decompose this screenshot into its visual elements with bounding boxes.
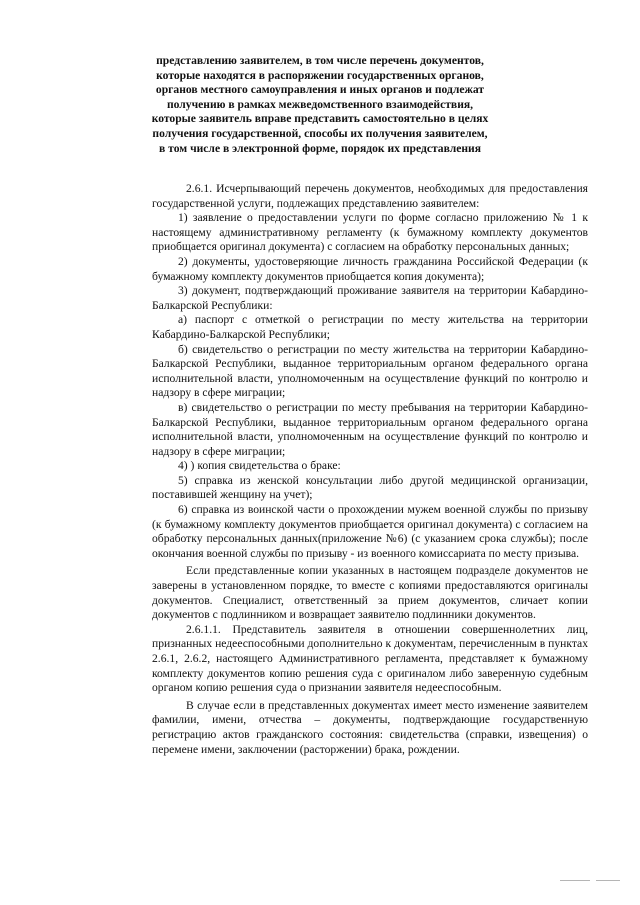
paragraph-item-3a: а) паспорт с отметкой о регистрации по месту жительства на территории Кабардино-Балкарской Республики; bbox=[152, 313, 588, 341]
paragraph-item-1: 1) заявление о предоставлении услуги по форме согласно приложению № 1 к настоящему административному регламенту (к бумажному комплекту документов приобщается оригинал документа) с согласием на обработку персональных данных; bbox=[152, 211, 588, 254]
paragraph-2-6-1: 2.6.1. Исчерпывающий перечень документов, необходимых для предоставления государственной услуги, подлежащих представлению заявителем: bbox=[152, 182, 588, 210]
paragraph-name-change: В случае если в представленных документах имеет место изменение заявителем фамилии, имени, отчества – документы, подтверждающие государственную регистрацию актов гражданского состояния: свидетельства (справки, извещения) о перемене имени, заключении (расторжении) брака, рождении. bbox=[152, 698, 588, 756]
paragraph-item-2: 2) документы, удостоверяющие личность гражданина Российской Федерации (к бумажному комплекту документов приобщается копия документа); bbox=[152, 254, 588, 283]
paragraph-2-6-1-1: 2.6.1.1. Представитель заявителя в отношении совершеннолетних лиц, признанных недееспособными дополнительно к документам, перечисленным в пунктах 2.6.1, 2.6.2, настоящего Административного регламента, представляет к бумажному комплекту документов копию решения суда с оригиналом либо заверенную судебным органом копию решения суда о признании заявителя недееспособным. bbox=[152, 622, 588, 695]
paragraph-item-3b: б) свидетельство о регистрации по месту жительства на территории Кабардино-Балкарской Республики, выданное территориальным органом федерального органа исполнительной власти, уполномоченным на осуществление функций по контролю и надзору в сфере миграции; bbox=[152, 342, 588, 400]
section-heading: представлению заявителем, в том числе перечень документов, которые находятся в распоряжении государственных органов, органов местного самоуправления и иных органов и подлежат получению в рамках межведомственного взаимодействия, которые заявитель вправе представить самостоятельно в целях получения государственной, способы их получения заявителем, в том числе в электронной форме, порядок их представления bbox=[151, 54, 489, 155]
document-body bbox=[152, 182, 588, 757]
paragraph-item-5: 5) справка из женской консультации либо другой медицинской организации, поставившей женщину на учет); bbox=[152, 473, 588, 502]
paragraph-item-3: 3) документ, подтверждающий проживание заявителя на территории Кабардино-Балкарской Республики: bbox=[152, 284, 588, 312]
paragraph-copies-note: Если представленные копии указанных в настоящем подразделе документов не заверены в установленном порядке, то вместе с копиями предоставляются оригиналы документов. Специалист, ответственный за прием документов, сличает копии документов с подлинником и возвращает заявителю подлинники документов. bbox=[152, 564, 588, 622]
paragraph-item-3v: в) свидетельство о регистрации по месту пребывания на территории Кабардино-Балкарской Республики, выданное территориальным органом федерального органа исполнительной власти, уполномоченным на осуществление функций по контролю и надзору в сфере миграции; bbox=[152, 400, 588, 458]
paragraph-item-6: 6) справка из воинской части о прохождении мужем военной службы по призыву (к бумажному комплекту документов приобщается оригинал документа) с согласием на обработку персональных данных(приложение №6) (с указанием срока службы); после окончания военной службы по призыву - из военного комиссариата по месту призыва. bbox=[152, 503, 588, 560]
scan-edge-marks bbox=[560, 880, 630, 883]
paragraph-item-4: 4) ) копия свидетельства о браке: bbox=[178, 459, 341, 473]
